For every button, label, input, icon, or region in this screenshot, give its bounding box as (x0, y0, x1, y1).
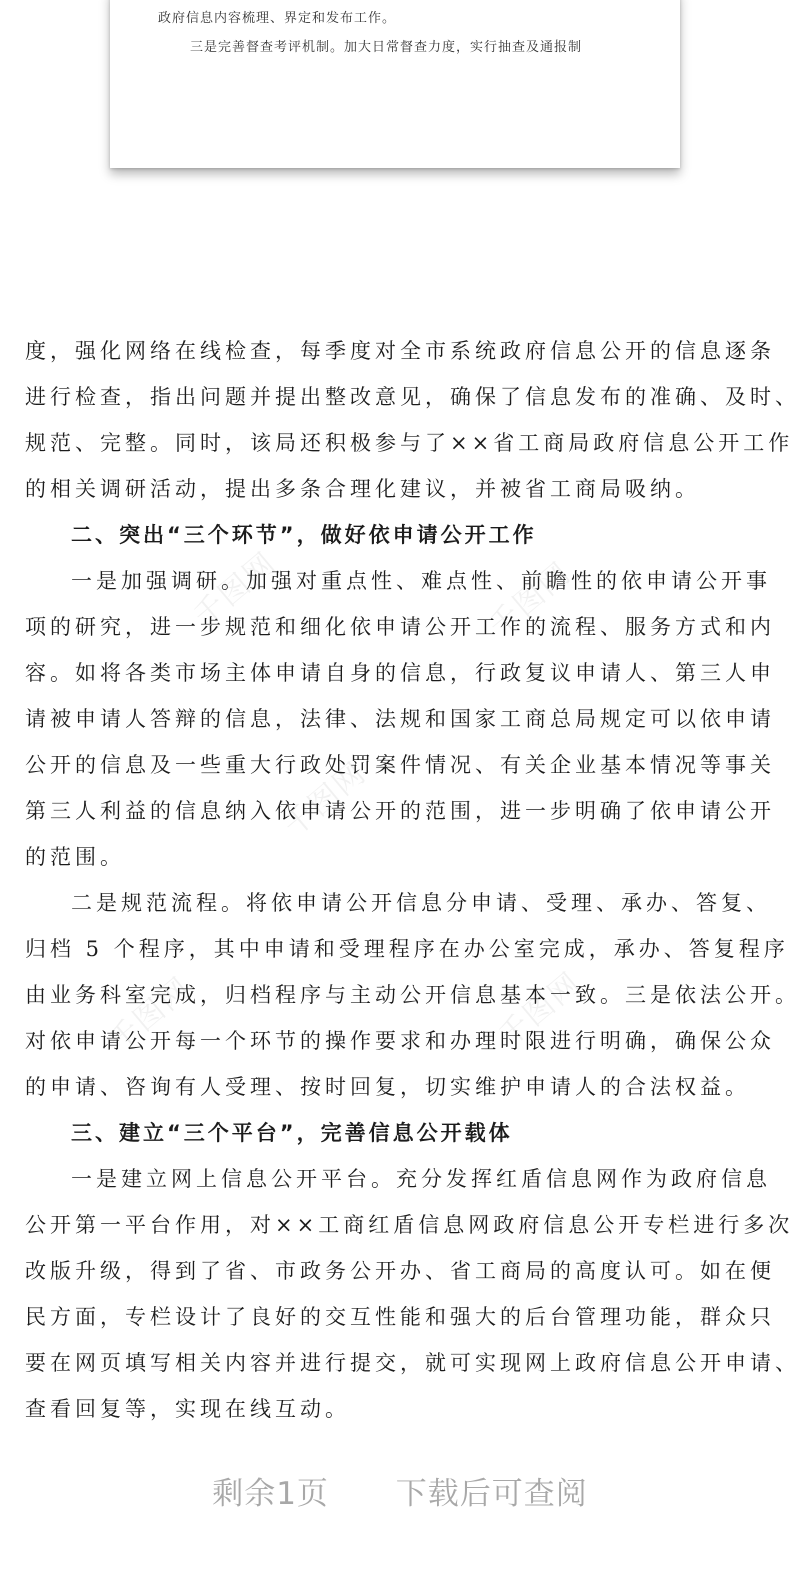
body-line: 规范、完整。同时，该局还积极参与了××省工商局政府信息公开工作 (25, 431, 794, 455)
remaining-pages-label: 剩余1页 (212, 1476, 329, 1512)
watermark: 千图网 (482, 555, 579, 644)
body-line: 项的研究，进一步规范和细化依申请公开工作的流程、服务方式和内 (25, 615, 775, 639)
body-line: 的申请、咨询有人受理、按时回复，切实维护申请人的合法权益。 (25, 1075, 750, 1099)
body-line: 第三人利益的信息纳入依申请公开的范围，进一步明确了依申请公开 (25, 799, 775, 823)
watermark: 千图网 (187, 545, 284, 634)
watermark: 千图网 (102, 970, 199, 1059)
body-line: 一是建立网上信息公开平台。充分发挥红盾信息网作为政府信息 (71, 1167, 771, 1191)
body-line: 公开的信息及一些重大行政处罚案件情况、有关企业基本情况等事关 (25, 753, 775, 777)
download-prompt[interactable] (0, 1468, 800, 1513)
body-line: 容。如将各类市场主体申请自身的信息，行政复议申请人、第三人申 (25, 661, 775, 685)
body-line: 公开第一平台作用，对××工商红盾信息网政府信息公开专栏进行多次 (25, 1213, 794, 1237)
body-line: 归档 5 个程序，其中申请和受理程序在办公室完成，承办、答复程序 (25, 937, 789, 961)
document-body (25, 328, 800, 1432)
body-line: 要在网页填写相关内容并进行提交，就可实现网上政府信息公开申请、 (25, 1351, 800, 1375)
body-line: 对依申请公开每一个环节的操作要求和办理时限进行明确，确保公众 (25, 1029, 775, 1053)
body-line: 度，强化网络在线检查，每季度对全市系统政府信息公开的信息逐条 (25, 339, 775, 363)
body-line: 进行检查，指出问题并提出整改意见，确保了信息发布的准确、及时、 (25, 385, 800, 409)
body-line: 由业务科室完成，归档程序与主动公开信息基本一致。三是依法公开。 (25, 983, 800, 1007)
body-line: 查看回复等，实现在线互动。 (25, 1397, 350, 1421)
body-line: 的相关调研活动，提出多条合理化建议，并被省工商局吸纳。 (25, 477, 700, 501)
previous-page-preview (110, 0, 680, 168)
preview-line: 三是完善督查考评机制。加大日常督查力度，实行抽查及通报制 (190, 40, 583, 55)
download-to-view-label: 下载后可查阅 (395, 1476, 588, 1512)
preview-line: 政府信息内容梳理、界定和发布工作。 (158, 11, 397, 26)
body-line: 改版升级，得到了省、市政务公开办、省工商局的高度认可。如在便 (25, 1259, 775, 1283)
body-line: 的范围。 (25, 845, 125, 869)
section-heading-3: 三、建立“三个平台”，完善信息公开载体 (71, 1121, 513, 1145)
body-line: 民方面，专栏设计了良好的交互性能和强大的后台管理功能，群众只 (25, 1305, 775, 1329)
section-heading-2: 二、突出“三个环节”，做好依申请公开工作 (71, 523, 537, 547)
body-line: 二是规范流程。将依申请公开信息分申请、受理、承办、答复、 (71, 891, 771, 915)
body-line: 一是加强调研。加强对重点性、难点性、前瞻性的依申请公开事 (71, 569, 771, 593)
body-line: 请被申请人答辩的信息，法律、法规和国家工商总局规定可以依申请 (25, 707, 775, 731)
watermark: 千图网 (492, 965, 589, 1054)
watermark: 千图网 (277, 755, 374, 844)
